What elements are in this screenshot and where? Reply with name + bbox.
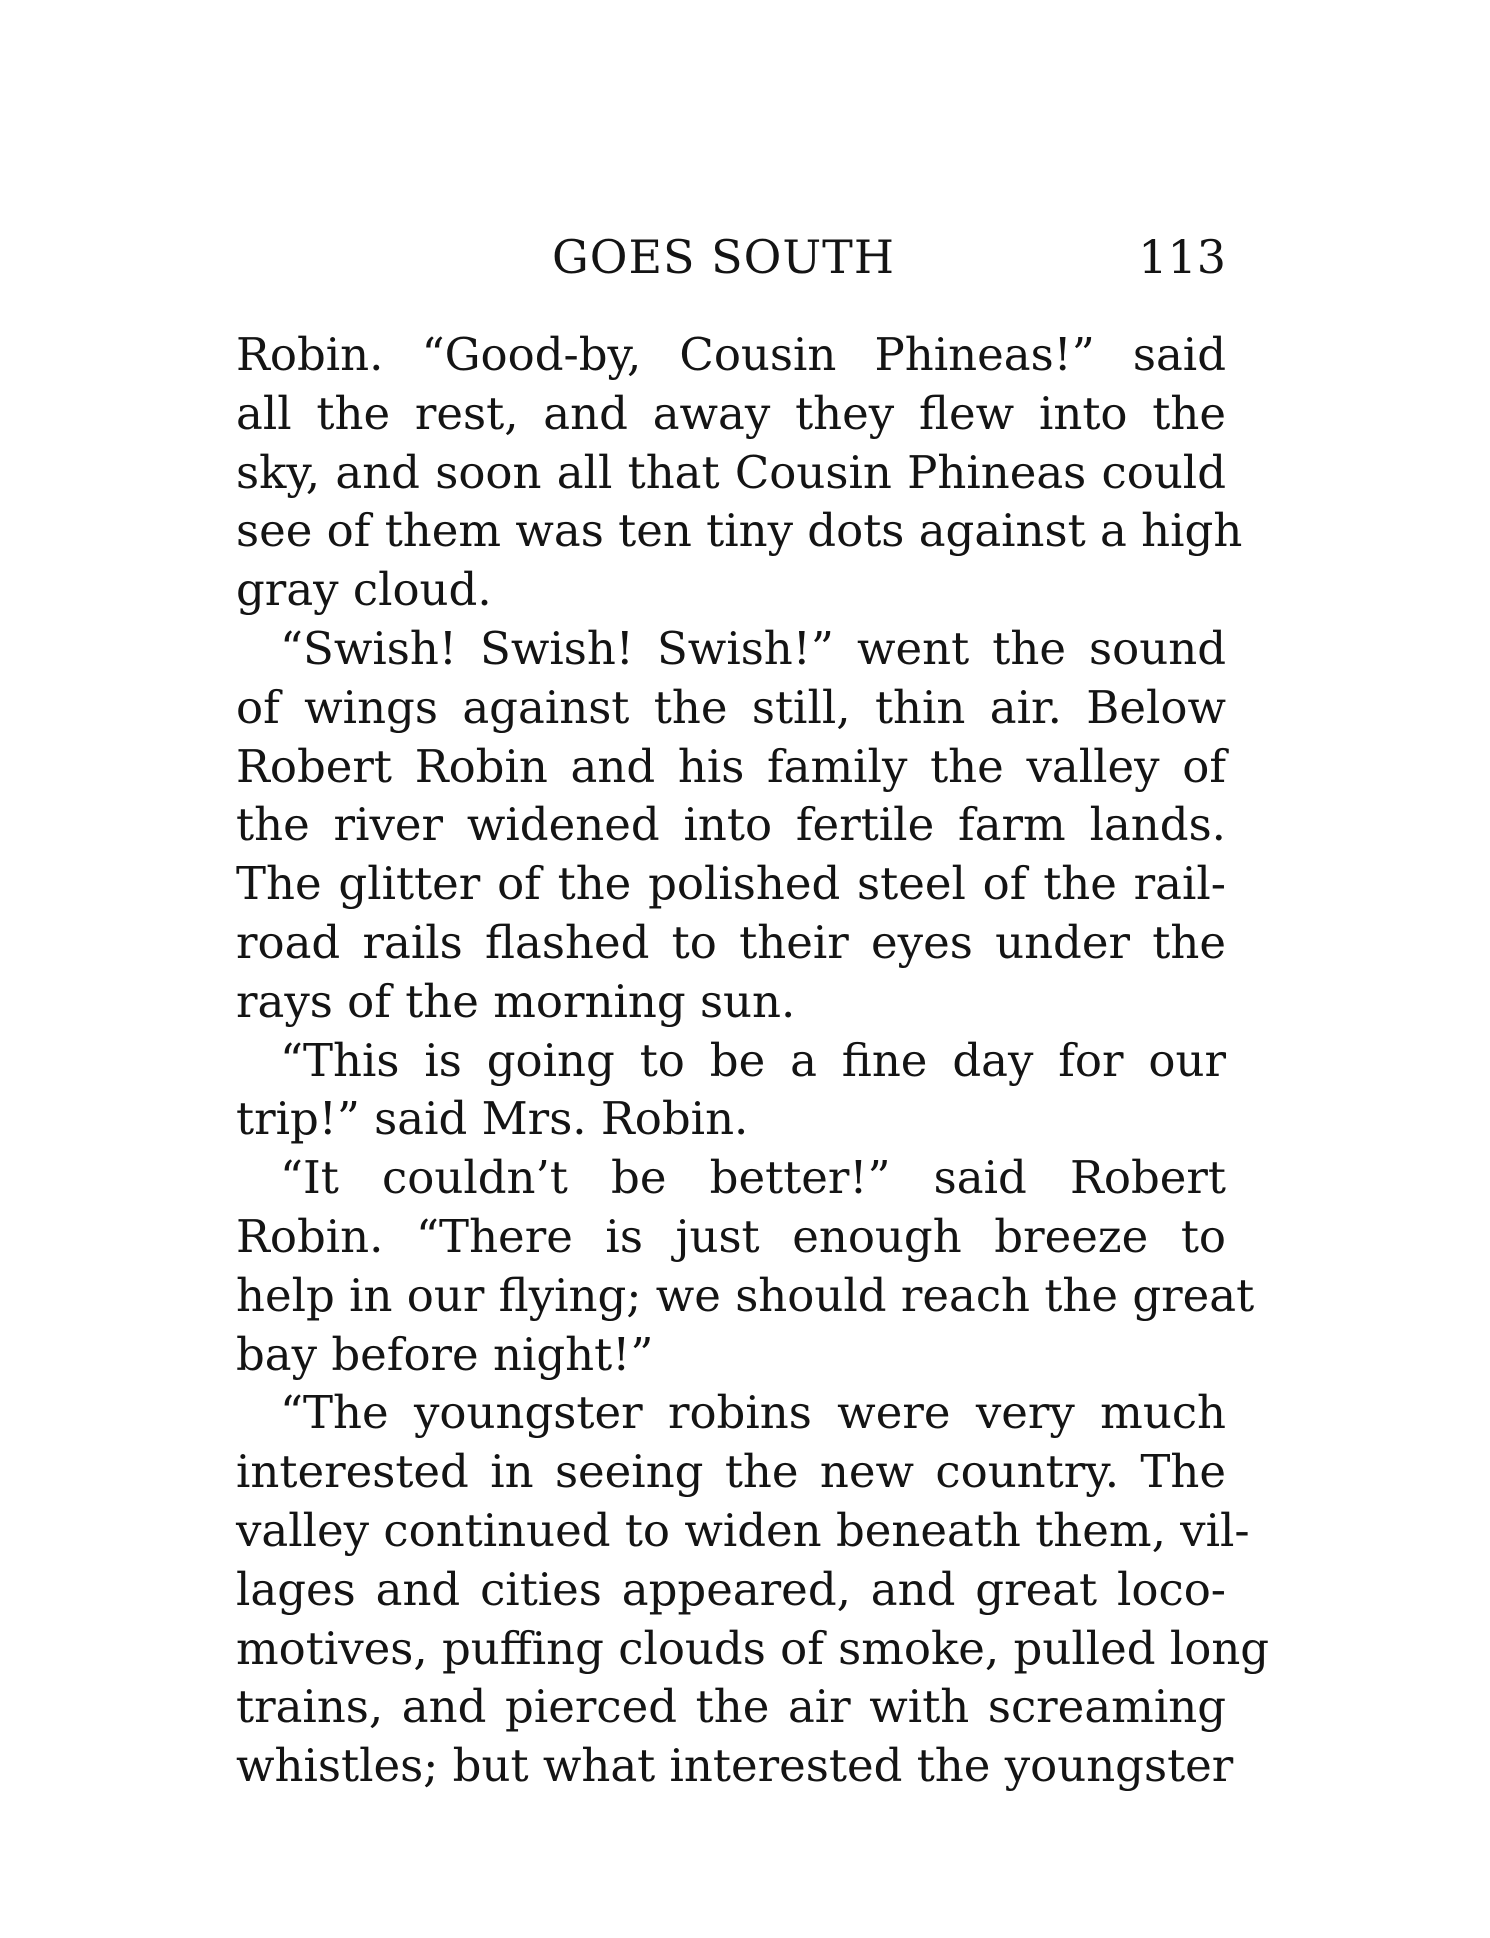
text-line: road rails flashed to their eyes under the <box>236 915 1226 969</box>
text-line: all the rest, and away they flew into the <box>236 386 1226 440</box>
text-line: “The youngster robins were very much <box>280 1386 1226 1440</box>
text-line: whistles; but what interested the youngster <box>236 1739 1234 1793</box>
text-line: sky, and soon all that Cousin Phineas could <box>236 445 1226 499</box>
text-line: Robert Robin and his family the valley of <box>236 739 1226 793</box>
running-head <box>236 222 1226 292</box>
text-line: bay before night!” <box>236 1327 654 1381</box>
text-line: “Swish! Swish! Swish!” went the sound <box>280 621 1226 675</box>
text-line: motives, puffing clouds of smoke, pulled long <box>236 1621 1270 1675</box>
text-line: Robin. “There is just enough breeze to <box>236 1209 1226 1263</box>
text-line: rays of the morning sun. <box>236 974 796 1028</box>
body-text <box>236 326 1270 1796</box>
text-line: valley continued to widen beneath them, vil- <box>236 1503 1250 1557</box>
page-number: 113 <box>1138 230 1226 284</box>
running-title: GOES SOUTH <box>552 230 895 284</box>
text-line: “It couldn’t be better!” said Robert <box>280 1151 1226 1205</box>
text-line: see of them was ten tiny dots against a high <box>236 504 1243 558</box>
text-line: “This is going to be a fine day for our <box>280 1033 1226 1087</box>
text-line: trip!” said Mrs. Robin. <box>236 1092 749 1146</box>
text-line: the river widened into fertile farm lands. <box>236 798 1226 852</box>
text-line: The glitter of the polished steel of the rail- <box>236 857 1226 911</box>
text-line: gray cloud. <box>236 563 492 617</box>
text-line: help in our flying; we should reach the great <box>236 1268 1255 1322</box>
text-line: trains, and pierced the air with screaming <box>236 1680 1226 1734</box>
text-line: lages and cities appeared, and great loco- <box>236 1562 1226 1616</box>
text-line: interested in seeing the new country. The <box>236 1445 1226 1499</box>
text-line: Robin. “Good-by, Cousin Phineas!” said <box>236 328 1226 381</box>
text-line: of wings against the still, thin air. Below <box>236 680 1226 734</box>
